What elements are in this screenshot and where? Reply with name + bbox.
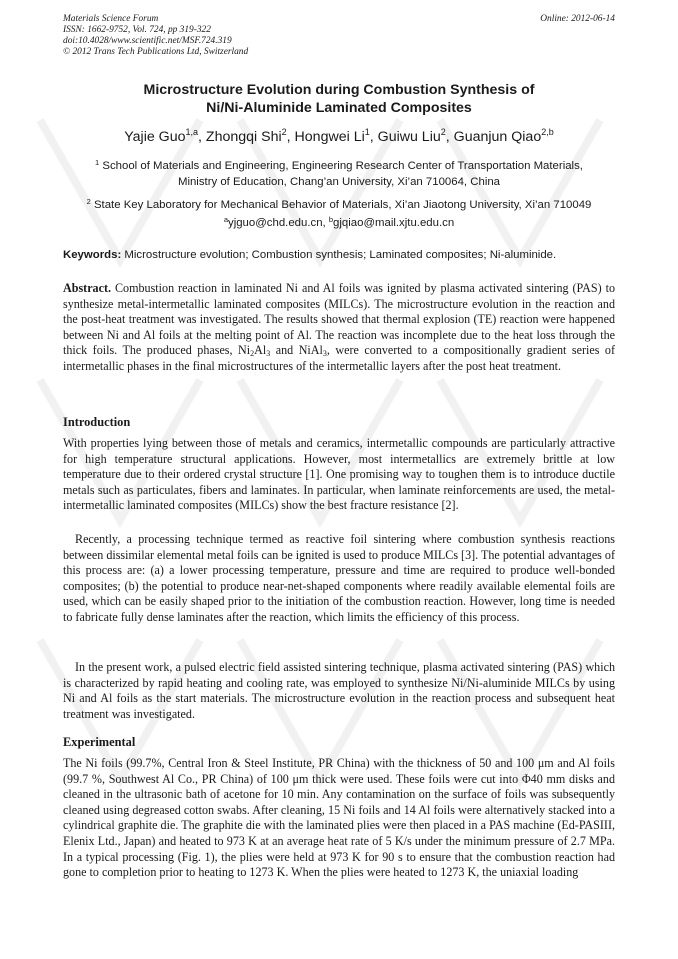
issn-line: ISSN: 1662-9752, Vol. 724, pp 319-322	[63, 25, 211, 35]
journal-name: Materials Science Forum	[63, 14, 159, 24]
affiliation-2	[63, 194, 615, 213]
introduction-paragraph: With properties lying between those of metals and ceramics, intermetallic compounds are particularly attractive for high temperature structural applications. However, most intermetallics are extremely brittle at low temperature due to their ordered crystal structure [1]. One promising way to toughen them is to introduce ductile metals such as particulates, fibers and laminates. In particular, when laminate reinforcements are used, the metal-intermetallic laminated composites (MILCs) show the best fracture resistance [2].	[63, 436, 615, 513]
author-affiliation-mark: 2	[281, 127, 287, 137]
affiliation-2-text: State Key Laboratory for Mechanical Behavior of Materials, Xi’an Jiaotong University, Xi’an 710049	[93, 199, 592, 211]
keywords	[63, 249, 615, 261]
experimental-paragraph: The Ni foils (99.7%, Central Iron & Steel Institute, PR China) with the thickness of 50 and 100 μm and Al foils (99.7 %, Southwest Al Co., PR China) of 100 μm thick were used. These foils were cut into Φ40 mm disks and cleaned in the ultrasonic bath of acetone for 10 min. Any contamination on the surface of foils was subsequently cleaned using degreased cotton swabs. After cleaning, 15 Ni foils and 14 Al foils were alternatively stacked into a cylindrical graphite die. The graphite die with the laminated plies were then placed in a PAS machine (Ed-PASIII, Elenix Ltd., Japan) and heated to 973 K at an average heat rate of 5 K/s under the minimum pressure of 2.7 MPa. In a typical processing (Fig. 1), the plies were held at 973 K for 90 s to ensure that the combustion reaction had gone to completion prior to heating to 1273 K. When the plies were heated to 1273 K, the uniaxial loading	[63, 756, 615, 880]
introduction-paragraph: Recently, a processing technique termed as reactive foil sintering where combustion synthesis reactions between dissimilar elemental metal foils can be ignited is used to produce MILCs [3]. The potential advantages of this process are: (a) a lower processing temperature, pressure and time are required to produce well-bonded composites; (b) the potential to produce near-net-shaped components where readily available elemental foils are used, which can be easily shaped prior to the initiation of the combustion reaction. However, long time is needed to fabricate fully dense laminates after the reaction, which limits the efficiency of this process.	[63, 532, 615, 624]
author-affiliation-mark: 2,b	[541, 127, 554, 137]
introduction-paragraph: In the present work, a pulsed electric field assisted sintering technique, plasma activated sintering (PAS) which is characterized by rapid heating and cooling rate, was employed to synthesize Ni/Ni-aluminide MILCs by using Ni and Al foils as the start materials. The microstructure evolution in the reaction process and subsequent heat treatment was investigated.	[63, 660, 615, 721]
affiliation-1-mark: 1	[95, 158, 100, 167]
author-affiliation-mark: 2	[440, 127, 446, 137]
subscript: 2	[250, 349, 255, 359]
email-b-mark: b	[328, 215, 334, 224]
experimental-heading: Experimental	[63, 735, 136, 749]
subscript: 3	[322, 349, 327, 359]
abstract-text: , were converted to a compositionally gradient series of intermetallic phases in the final microstructures of the intermetallic layers after the post heat treatment.	[63, 343, 616, 373]
affiliation-1-line-2: Ministry of Education, Chang’an University, Xi’an 710064, China	[177, 176, 501, 188]
title-line-1: Microstructure Evolution during Combustion Synthesis of	[143, 82, 535, 98]
author-name: Guanjun Qiao	[453, 129, 542, 145]
email-b[interactable]: gjqiao@mail.xjtu.edu.cn	[333, 217, 455, 229]
author-affiliation-mark: 1,a	[185, 127, 199, 137]
copyright-line: © 2012 Trans Tech Publications Ltd, Switzerland	[63, 47, 249, 57]
abstract	[63, 281, 615, 375]
abstract-label: Abstract.	[63, 281, 112, 295]
journal-header	[63, 14, 615, 58]
email-a-mark: a	[223, 215, 228, 224]
doi-line: doi:10.4028/www.scientific.net/MSF.724.319	[63, 36, 232, 46]
abstract-text: and NiAl	[270, 343, 323, 358]
author-affiliation-mark: 1	[364, 127, 370, 137]
email-a[interactable]: yjguo@chd.edu.cn,	[228, 217, 326, 229]
affiliation-1	[63, 155, 615, 190]
affiliation-2-mark: 2	[86, 197, 91, 206]
author-name: Hongwei Li	[294, 129, 365, 145]
author-name: Guiwu Liu	[377, 129, 441, 145]
author-name: Zhongqi Shi	[205, 129, 282, 145]
author-emails	[63, 212, 615, 231]
keywords-label: Keywords:	[63, 249, 122, 261]
introduction-heading: Introduction	[63, 415, 131, 429]
keywords-text: Microstructure evolution; Combustion synthesis; Laminated composites; Ni-aluminide.	[124, 249, 557, 261]
abstract-text: Al	[254, 343, 267, 358]
subscript: 3	[266, 349, 271, 359]
paper-title	[63, 81, 615, 117]
online-date: Online: 2012-06-14	[540, 14, 615, 24]
author-list: Yajie Guo$^{1,a}$, Zhongqi Shi$^2$, Hongwei Li$^1$, Guiwu Liu$^2$, Guanjun Qiao$^{2,b}$	[124, 127, 554, 145]
author-name: Yajie Guo	[124, 129, 186, 145]
affiliation-1-line-1: School of Materials and Engineering, Engineering Research Center of Transportation Materials,	[102, 160, 583, 172]
abstract-text: Combustion reaction in laminated Ni and Al foils was ignited by plasma activated sintering (PAS) to synthesize metal-intermetallic laminated composites (MILCs). The microstructure evolution in the reaction and the post-heat treatment was investigated. The results showed that thermal explosion (TE) reaction were happened between Ni and Al foils at the melting point of Al. The reaction was incomplete due to the heat loss through the thick foils. The produced phases, Ni	[63, 281, 615, 358]
title-line-2: Ni/Ni-Aluminide Laminated Composites	[206, 100, 472, 116]
